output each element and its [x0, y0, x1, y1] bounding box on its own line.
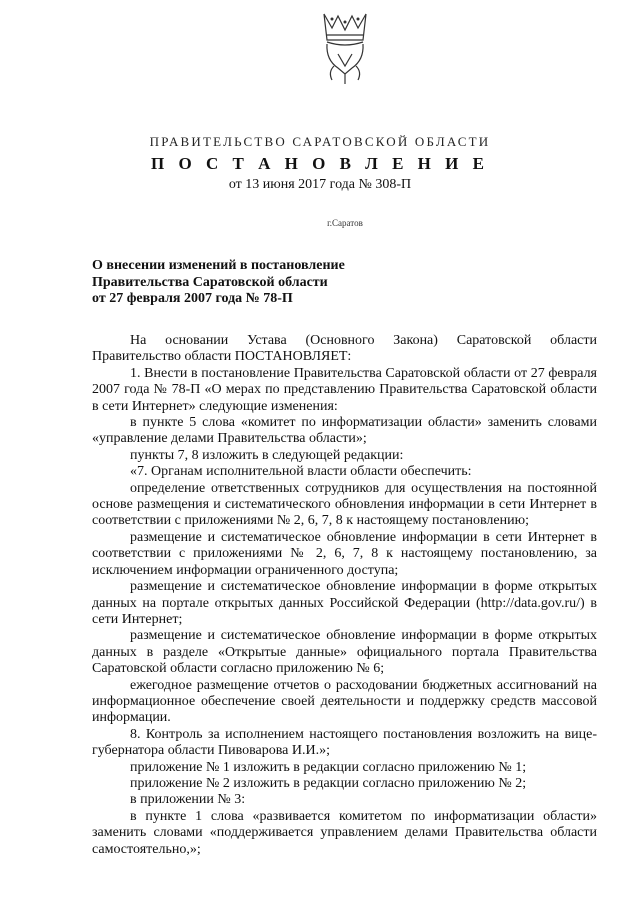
body-paragraph: в приложении № 3:	[130, 792, 246, 808]
body-paragraph: определение ответственных сотрудников для осуществления на постоянной основе размещения и систематического обновления информации в сети Интернет в соответствии с приложениями № 2, 6, 7, 8 к настоящему постановлению;	[92, 480, 597, 529]
body-paragraph: пункты 7, 8 изложить в следующей редакции:	[130, 447, 404, 463]
body-paragraph: 1. Внести в постановление Правительства Саратовской области от 27 февраля 2007 года № 78-П «О мерах по представлению Правительства Саратовской области в сети Интернет» следующие изменения:	[92, 365, 597, 414]
document-date-number: от 13 июня 2017 года № 308-П	[228, 177, 412, 192]
title-line: О внесении изменений в постановление	[92, 258, 345, 273]
title-line: от 27 февраля 2007 года № 78-П	[92, 291, 293, 306]
document-type-heading: П О С Т А Н О В Л Е Н И Е	[151, 154, 489, 173]
body-paragraph: ежегодное размещение отчетов о расходовании бюджетных ассигнований на информационное обеспечение своей деятельности и поддержку средств массовой информации.	[92, 677, 597, 726]
document-title	[92, 258, 412, 308]
body-paragraph: размещение и систематическое обновление информации в форме открытых данных в разделе «Открытые данные» официального портала Правительства Саратовской области согласно приложению № 6;	[92, 628, 597, 677]
body-paragraph: размещение и систематическое обновление информации в форме открытых данных на портале открытых данных Российской Федерации (http://data.gov.ru/) в сети Интернет;	[92, 579, 597, 627]
government-name: ПРАВИТЕЛЬСТВО САРАТОВСКОЙ ОБЛАСТИ	[149, 134, 491, 149]
body-paragraph: в пункте 1 слова «развивается комитетом по информатизации области» заменить словами «поддерживается управлением делами Правительства области самостоятельно,»;	[92, 808, 597, 857]
body-paragraph: 8. Контроль за исполнением настоящего постановления возложить на вице-губернатора области Пивоварова И.И.»;	[92, 726, 597, 759]
city-label: г.Саратов	[327, 218, 363, 228]
coat-of-arms-icon	[318, 8, 372, 88]
body-paragraph: приложение № 2 изложить в редакции согласно приложению № 2;	[130, 775, 527, 791]
document-body	[92, 333, 597, 858]
body-paragraph: в пункте 5 слова «комитет по информатизации области» заменить словами «управление делами Правительства области»;	[92, 415, 597, 447]
body-paragraph: размещение и систематическое обновление информации в сети Интернет в соответствии с приложениями № 2, 6, 7, 8 к настоящему постановлению, за исключением информации ограниченного доступа;	[92, 529, 597, 578]
body-paragraph: «7. Органам исполнительной власти области обеспечить:	[130, 464, 472, 480]
body-paragraph: На основании Устава (Основного Закона) Саратовской области Правительство области ПОСТАНОВЛЯЕТ:	[92, 333, 597, 365]
body-paragraph: приложение № 1 изложить в редакции согласно приложению № 1;	[130, 759, 527, 775]
title-line: Правительства Саратовской области	[92, 274, 328, 290]
